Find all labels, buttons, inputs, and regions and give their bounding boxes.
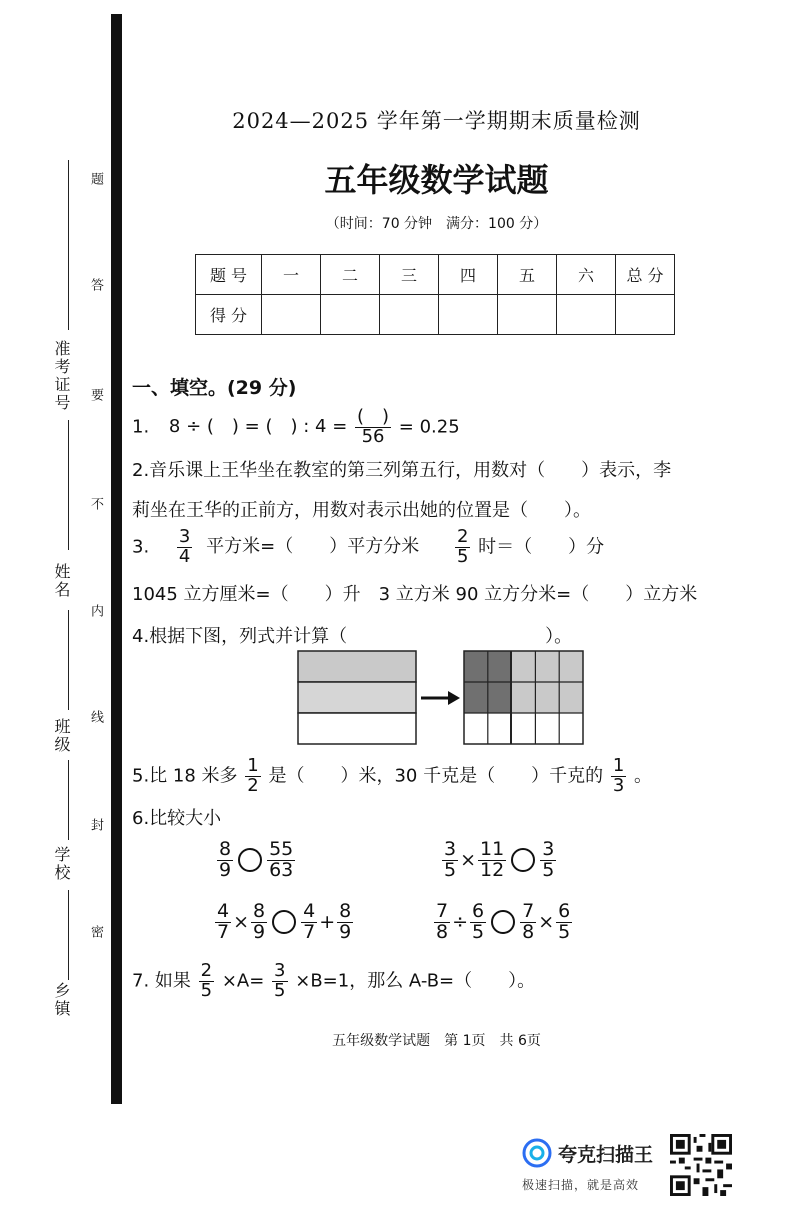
- field-exam-number: 准考证号: [52, 340, 71, 412]
- score-table: [195, 254, 675, 335]
- frac-denominator: 7: [217, 920, 230, 943]
- q5-fraction-third: [611, 757, 626, 796]
- frac-numerator: 2: [456, 526, 469, 547]
- frac-numerator: 3: [178, 526, 191, 547]
- frac-denominator: 4: [178, 545, 191, 567]
- page-footer: 五年级数学试题 第 1页 共 6页: [332, 1033, 541, 1049]
- q1-frac-denominator: 56: [361, 425, 385, 447]
- fraction-diagram: [296, 648, 586, 748]
- score-cell[interactable]: [498, 295, 557, 335]
- row-label: 得 分: [196, 295, 262, 335]
- frac-denominator: 8: [436, 920, 449, 943]
- score-cell[interactable]: [321, 295, 380, 335]
- seal-char: 题: [88, 172, 103, 185]
- compare-d: [432, 902, 574, 943]
- field-class: 班级: [52, 718, 71, 754]
- school-line: [68, 890, 69, 980]
- seal-char: 不: [88, 497, 103, 510]
- frac-denominator: 7: [303, 920, 316, 943]
- score-cell[interactable]: [380, 295, 439, 335]
- header-cell: 六: [557, 255, 616, 295]
- frac-numerator: 6: [558, 900, 571, 922]
- score-cell[interactable]: [557, 295, 616, 335]
- header-cell: 一: [262, 255, 321, 295]
- exam-meta: （时间：70 分钟 满分：100 分）: [325, 216, 548, 232]
- scanner-tagline: 极速扫描，就是高效: [522, 1178, 640, 1192]
- q1-number: 1.: [132, 416, 150, 438]
- compare-c: [213, 902, 355, 943]
- frac-numerator: 7: [436, 900, 449, 922]
- frac-denominator: 3: [612, 774, 625, 796]
- q5-fraction-half: [245, 757, 260, 796]
- field-name: 姓名: [52, 563, 71, 599]
- separator-line: [68, 420, 69, 550]
- operator: ÷: [452, 910, 469, 933]
- q3-text-1: 平方米=（ ）平方分米: [206, 536, 420, 558]
- exam-number-line: [68, 160, 69, 330]
- right-rectangle: [464, 651, 583, 744]
- q1-text-a: 8 ÷ ( ) = ( ) : 4 =: [168, 416, 348, 438]
- frac-numerator: 3: [444, 838, 457, 860]
- frac-numerator: 4: [217, 900, 230, 922]
- frac-numerator: 6: [472, 900, 485, 922]
- question-7: [132, 962, 535, 1001]
- header-cell: 题 号: [196, 255, 262, 295]
- seal-char: 密: [88, 925, 103, 938]
- frac-denominator: 9: [339, 920, 352, 943]
- frac-numerator: 1: [247, 755, 259, 776]
- frac-numerator: 8: [219, 838, 232, 860]
- frac-denominator: 5: [542, 858, 555, 881]
- operator: ×: [460, 848, 477, 871]
- compare-circle[interactable]: [511, 848, 535, 872]
- q7-text-b: ×A=: [221, 970, 265, 992]
- question-2-line2: 莉坐在王华的正前方，用数对表示出她的位置是（ ）。: [132, 500, 591, 521]
- compare-a: [215, 840, 297, 881]
- q3-text-2: 时＝（ ）分: [478, 536, 605, 558]
- seal-char: 要: [88, 388, 103, 401]
- seal-char: 线: [88, 710, 103, 723]
- frac-numerator: 55: [269, 838, 294, 860]
- header-cell: 二: [321, 255, 380, 295]
- q3-fraction-2: [455, 528, 470, 567]
- q7-text-a: 7. 如果: [132, 970, 191, 992]
- header-cell: 总 分: [616, 255, 675, 295]
- score-cell[interactable]: [439, 295, 498, 335]
- frac-denominator: 8: [522, 920, 535, 943]
- q3-number: 3.: [132, 536, 150, 558]
- question-5: [132, 757, 652, 796]
- header-cell: 三: [380, 255, 439, 295]
- compare-b: [440, 840, 558, 881]
- frac-denominator: 5: [444, 858, 457, 881]
- header-cell: 五: [498, 255, 557, 295]
- frac-numerator: 11: [480, 838, 505, 860]
- frac-denominator: 9: [253, 920, 266, 943]
- seal-char: 答: [88, 278, 103, 291]
- frac-denominator: 5: [200, 979, 213, 1001]
- frac-denominator: 63: [269, 858, 294, 881]
- left-rectangle: [298, 651, 416, 744]
- scanner-brand-name: 夸克扫描王: [558, 1144, 654, 1166]
- field-town: 乡镇: [52, 982, 71, 1018]
- scanner-logo-icon: [522, 1138, 552, 1168]
- name-line: [68, 610, 69, 710]
- arrow-icon: [421, 691, 460, 705]
- question-4: 4.根据下图，列式并计算（ ）。: [132, 626, 573, 647]
- question-3-line2: 1045 立方厘米=（ ）升 3 立方米 90 立方分米=（ ）立方米: [132, 584, 698, 605]
- exam-period-title: 2024—2025 学年第一学期期末质量检测: [232, 109, 641, 133]
- frac-numerator: 8: [253, 900, 266, 922]
- question-3-line1: [132, 528, 604, 567]
- frac-denominator: 2: [247, 774, 259, 796]
- frac-denominator: 5: [274, 979, 286, 1001]
- seal-char: 封: [88, 818, 103, 831]
- header-cell: 四: [439, 255, 498, 295]
- score-table-header-row: [196, 255, 675, 295]
- q5-text-a: 5.比 18 米多: [132, 765, 238, 787]
- q7-text-c: ×B=1，那么 A-B=（ ）。: [295, 970, 536, 992]
- compare-circle[interactable]: [272, 910, 296, 934]
- frac-numerator: 2: [200, 960, 213, 981]
- frac-denominator: 5: [456, 545, 469, 567]
- frac-denominator: 5: [472, 920, 485, 943]
- q1-frac-numerator: ( ): [357, 406, 390, 427]
- frac-numerator: 3: [542, 838, 555, 860]
- frac-numerator: 8: [339, 900, 352, 922]
- q5-text-c: 。: [634, 765, 652, 787]
- seal-char: 内: [88, 604, 103, 617]
- operator: ×: [538, 910, 555, 933]
- q3-fraction-1: [177, 528, 192, 567]
- frac-numerator: 7: [522, 900, 535, 922]
- question-1: [132, 408, 460, 447]
- operator: ×: [233, 910, 250, 933]
- frac-denominator: 12: [480, 858, 505, 881]
- frac-numerator: 4: [303, 900, 316, 922]
- frac-numerator: 1: [612, 755, 625, 776]
- score-cell[interactable]: [262, 295, 321, 335]
- score-table-score-row: [196, 295, 675, 335]
- q5-text-b: 是（ ）米，30 千克是（ ）千克的: [268, 765, 604, 787]
- score-cell[interactable]: [616, 295, 675, 335]
- field-school: 学校: [52, 846, 71, 882]
- compare-circle[interactable]: [491, 910, 515, 934]
- question-2-line1: 2.音乐课上王华坐在教室的第三列第五行，用数对（ ）表示，李: [132, 460, 672, 481]
- question-6-title: 6.比较大小: [132, 808, 222, 829]
- exam-title: 五年级数学试题: [324, 161, 549, 199]
- compare-circle[interactable]: [238, 848, 262, 872]
- q1-text-b: = 0.25: [398, 416, 460, 438]
- frac-denominator: 5: [558, 920, 571, 943]
- operator: +: [319, 910, 336, 933]
- class-line: [68, 760, 69, 840]
- frac-denominator: 9: [219, 858, 232, 881]
- q1-fraction: [355, 408, 391, 447]
- frac-numerator: 3: [274, 960, 286, 981]
- qr-code-icon: [670, 1134, 732, 1196]
- section-heading: 一、填空。(29 分): [132, 377, 297, 399]
